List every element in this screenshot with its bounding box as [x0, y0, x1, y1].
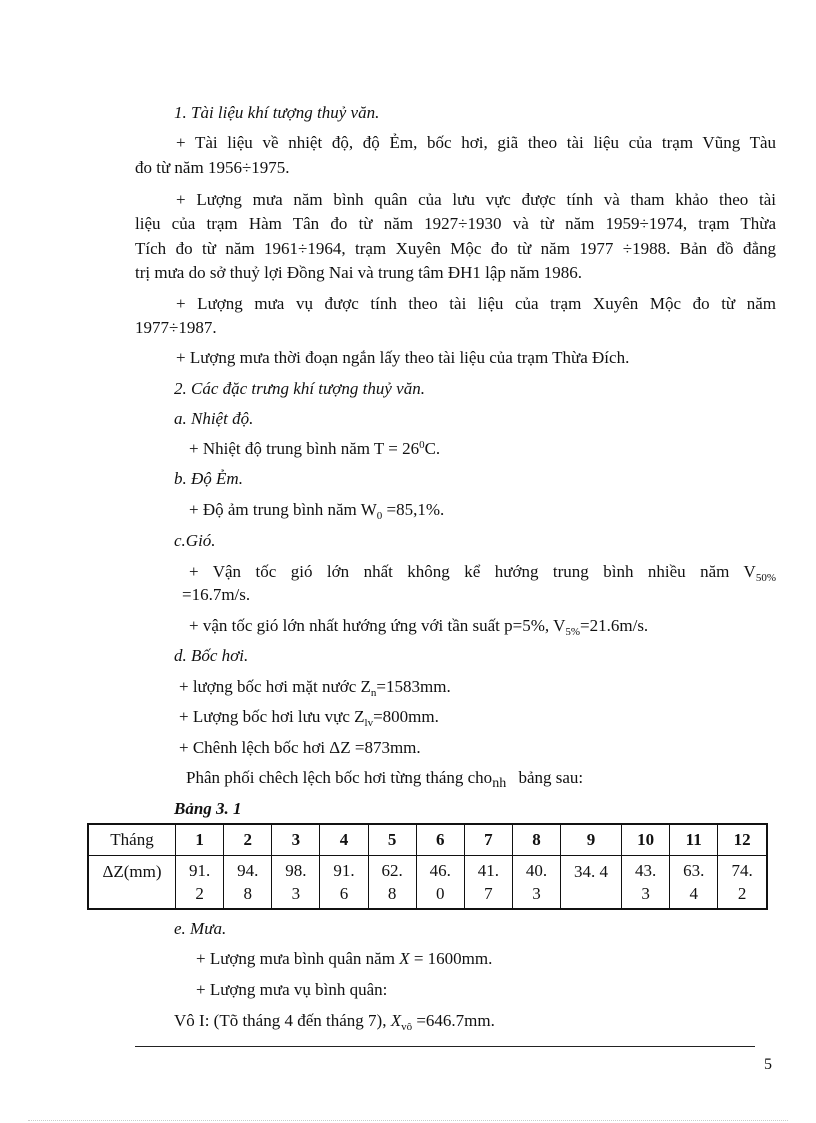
paragraph-temperature-data-line2: đo từ năm 1956÷1975.: [135, 158, 290, 177]
subheading-rain: e. Mưa.: [174, 919, 227, 938]
table-values-row: [88, 856, 767, 910]
evaporation-line2: + Lượng bốc hơi lưu vực $Z_{lv}=800mm$.: [179, 707, 439, 729]
rain-line2: + Lượng mưa vụ bình quân:: [196, 980, 388, 999]
paragraph-short-rain: + Lượng mưa thời đoạn ngắn lấy theo tài liệu của trạm Thừa Đích.: [176, 348, 630, 367]
paragraph-season-rain-line1: + Lượng mưa vụ được tính theo tài liệu của trạm Xuyên Mộc đo từ năm: [176, 294, 776, 313]
humidity-line: + Độ ảm trung bình năm $W_0 =85,1\%$.: [189, 500, 445, 522]
table-value-cell: 43. 3: [622, 856, 670, 910]
footer-rule: [135, 1046, 755, 1047]
section-heading-2: 2. Các đặc trưng khí tượng thuỷ văn.: [174, 379, 425, 398]
evaporation-table: [87, 823, 768, 910]
wind-line2: =16.7m/s.: [182, 585, 251, 604]
table-month-cell: 7: [464, 824, 512, 856]
table-month-cell: 9: [561, 824, 622, 856]
table-month-cell: 10: [622, 824, 670, 856]
table-value-cell: 98. 3: [272, 856, 320, 910]
table-month-cell: 6: [416, 824, 464, 856]
wind-line1: + Vận tốc gió lớn nhất không kể hướng trung bình nhiều năm $V_{50\%}$: [189, 562, 776, 584]
table-month-cell: 12: [718, 824, 767, 856]
rain-line1: + Lượng mưa bình quân năm X = 1600mm.: [196, 949, 493, 968]
table-header-label: Tháng: [88, 824, 176, 856]
table-row-label: ΔZ(mm): [88, 856, 176, 910]
table-value-cell: 62. 8: [368, 856, 416, 910]
page-number: 5: [764, 1056, 772, 1073]
table-value-cell: 91. 6: [320, 856, 368, 910]
page-bottom-edge: [28, 1120, 788, 1121]
table-month-cell: 1: [176, 824, 224, 856]
wind-line3: + vận tốc gió lớn nhất hướng ứng với tần suất p=5%, $V_{5\%}=21.6m/s$.: [189, 616, 649, 638]
subheading-evaporation: d. Bốc hơi.: [174, 646, 249, 665]
table-month-cell: 5: [368, 824, 416, 856]
section-heading-1: 1. Tài liệu khí tượng thuỷ văn.: [174, 103, 380, 122]
table-value-cell: 74. 2: [718, 856, 767, 910]
table-caption: Bảng 3. 1: [174, 799, 242, 818]
evaporation-line3: + Chênh lệch bốc hơi ΔZ =873mm.: [179, 738, 421, 757]
paragraph-annual-rain-line1: + Lượng mưa năm bình quân của lưu vực được tính và tham khảo theo tài: [176, 190, 776, 209]
evaporation-line1: + lượng bốc hơi mặt nước $Z_n=1583mm$.: [179, 677, 451, 699]
table-value-cell: 34. 4: [561, 856, 622, 910]
paragraph-annual-rain-line2: liệu của trạm Hàm Tân đo từ năm 1927÷1930 và từ năm 1959÷1974, trạm Thừa: [135, 214, 776, 233]
paragraph-annual-rain-line3: Tích đo từ năm 1961÷1964, trạm Xuyên Mộc đo từ năm 1977 ÷1988. Bản đồ đẳng: [135, 239, 776, 258]
table-month-cell: 11: [670, 824, 718, 856]
table-value-cell: 46. 0: [416, 856, 464, 910]
subheading-temperature: a. Nhiệt độ.: [174, 409, 254, 428]
subheading-humidity: b. Độ Ẻm.: [174, 469, 243, 488]
paragraph-season-rain-line2: 1977÷1987.: [135, 318, 217, 337]
evaporation-line4: Phân phối chêch lệch bốc hơi từng tháng cho$_{nh}$ bảng sau:: [186, 768, 584, 791]
table-value-cell: 40. 3: [512, 856, 560, 910]
rain-line3: Vô I: (Tõ tháng 4 đến tháng 7), $X_{vô} =646.7mm$.: [174, 1011, 495, 1033]
table-value-cell: 63. 4: [670, 856, 718, 910]
table-month-cell: 3: [272, 824, 320, 856]
subheading-wind: c.Gió.: [174, 531, 216, 550]
table-value-cell: 91. 2: [176, 856, 224, 910]
temperature-line: + Nhiệt độ trung bình năm $T = 26^0C$.: [189, 439, 441, 458]
table-month-cell: 4: [320, 824, 368, 856]
table-header-row: [88, 824, 767, 856]
paragraph-annual-rain-line4: trị mưa do sở thuỷ lợi Đồng Nai và trung tâm ĐH1 lập năm 1986.: [135, 263, 582, 282]
table-month-cell: 8: [512, 824, 560, 856]
paragraph-temperature-data-line1: + Tài liệu về nhiệt độ, độ Ẻm, bốc hơi, giã theo tài liệu của trạm Vũng Tàu: [176, 133, 776, 152]
table-value-cell: 94. 8: [224, 856, 272, 910]
table-month-cell: 2: [224, 824, 272, 856]
table-value-cell: 41. 7: [464, 856, 512, 910]
